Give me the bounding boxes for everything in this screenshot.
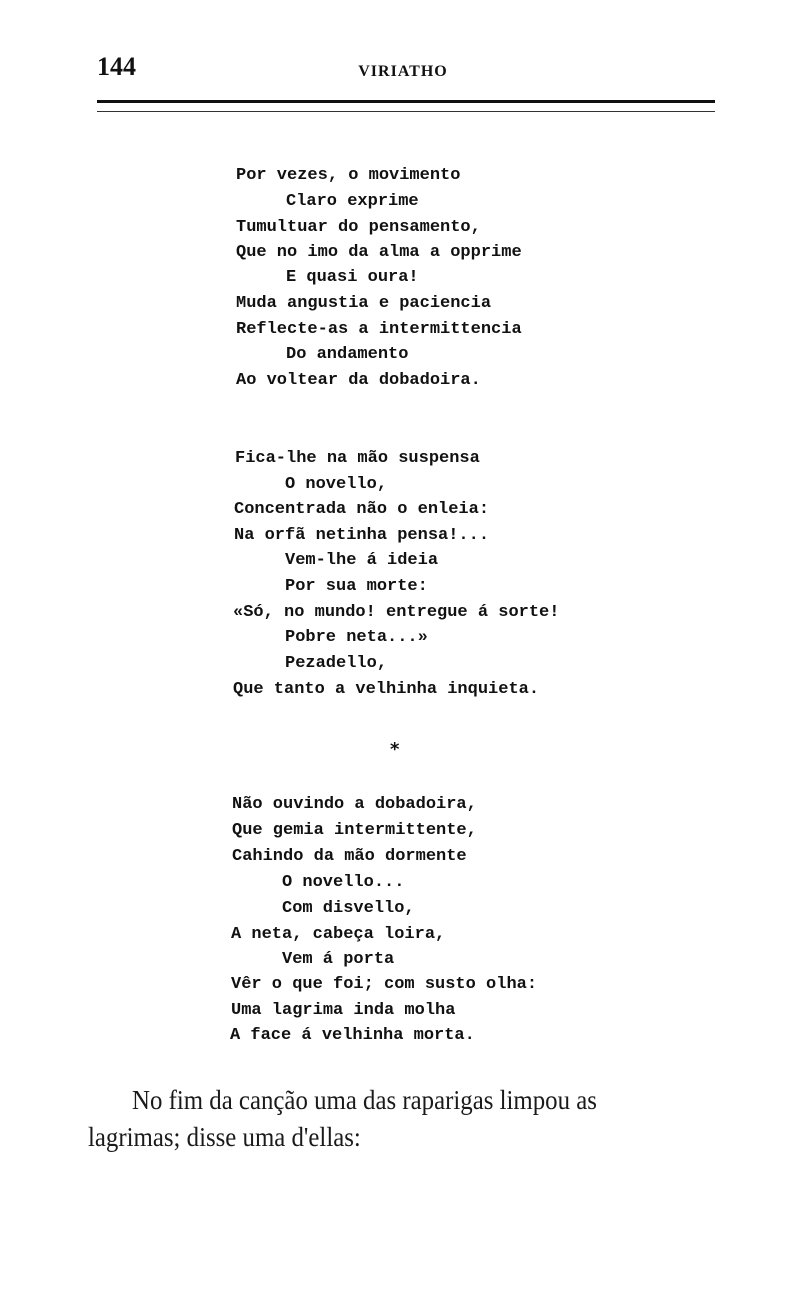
section-ornament: * (390, 739, 400, 760)
verse-line: Não ouvindo a dobadoira, (232, 795, 477, 814)
verse-line: Tumultuar do pensamento, (236, 218, 481, 237)
verse-line: Na orfã netinha pensa!... (234, 526, 490, 545)
verse-line: O novello, (285, 475, 388, 494)
header-rule-thin (97, 111, 715, 112)
verse-line: Por sua morte: (285, 577, 428, 596)
prose-line-1: No fim da canção uma das raparigas limpou as (132, 1085, 597, 1115)
verse-line: A neta, cabeça loira, (231, 925, 446, 944)
verse-line: Claro exprime (286, 192, 419, 211)
verse-line: «Só, no mundo! entregue á sorte! (233, 603, 560, 622)
verse-line: O novello... (282, 873, 405, 892)
verse-line: Pezadello, (285, 654, 388, 673)
verse-line: Por vezes, o movimento (236, 166, 461, 185)
verse-line: Pobre neta...» (285, 628, 428, 647)
header-rule-thick (97, 100, 715, 103)
verse-line: Vem-lhe á ideia (285, 551, 439, 570)
verse-line: Que gemia intermittente, (232, 821, 477, 840)
verse-line: A face á velhinha morta. (230, 1026, 475, 1045)
page-number: 144 (97, 52, 136, 81)
verse-line: Com disvello, (282, 899, 415, 918)
verse-line: Ao voltear da dobadoira. (236, 371, 481, 390)
running-title: VIRIATHO (358, 63, 448, 80)
verse-line: Vêr o que foi; com susto olha: (231, 975, 538, 994)
verse-line: Cahindo da mão dormente (232, 847, 467, 866)
verse-line: Uma lagrima inda molha (231, 1001, 456, 1020)
prose-line-2: lagrimas; disse uma d'ellas: (88, 1122, 361, 1152)
verse-line: Que no imo da alma a opprime (236, 243, 522, 262)
verse-line: Do andamento (286, 345, 409, 364)
verse-line: E quasi oura! (286, 268, 419, 287)
verse-line: Muda angustia e paciencia (236, 294, 492, 313)
verse-line: Concentrada não o enleia: (234, 500, 490, 519)
verse-line: Vem á porta (282, 950, 395, 969)
verse-line: Reflecte-as a intermittencia (236, 320, 522, 339)
verse-line: Fica-lhe na mão suspensa (235, 449, 480, 468)
verse-line: Que tanto a velhinha inquieta. (233, 680, 540, 699)
